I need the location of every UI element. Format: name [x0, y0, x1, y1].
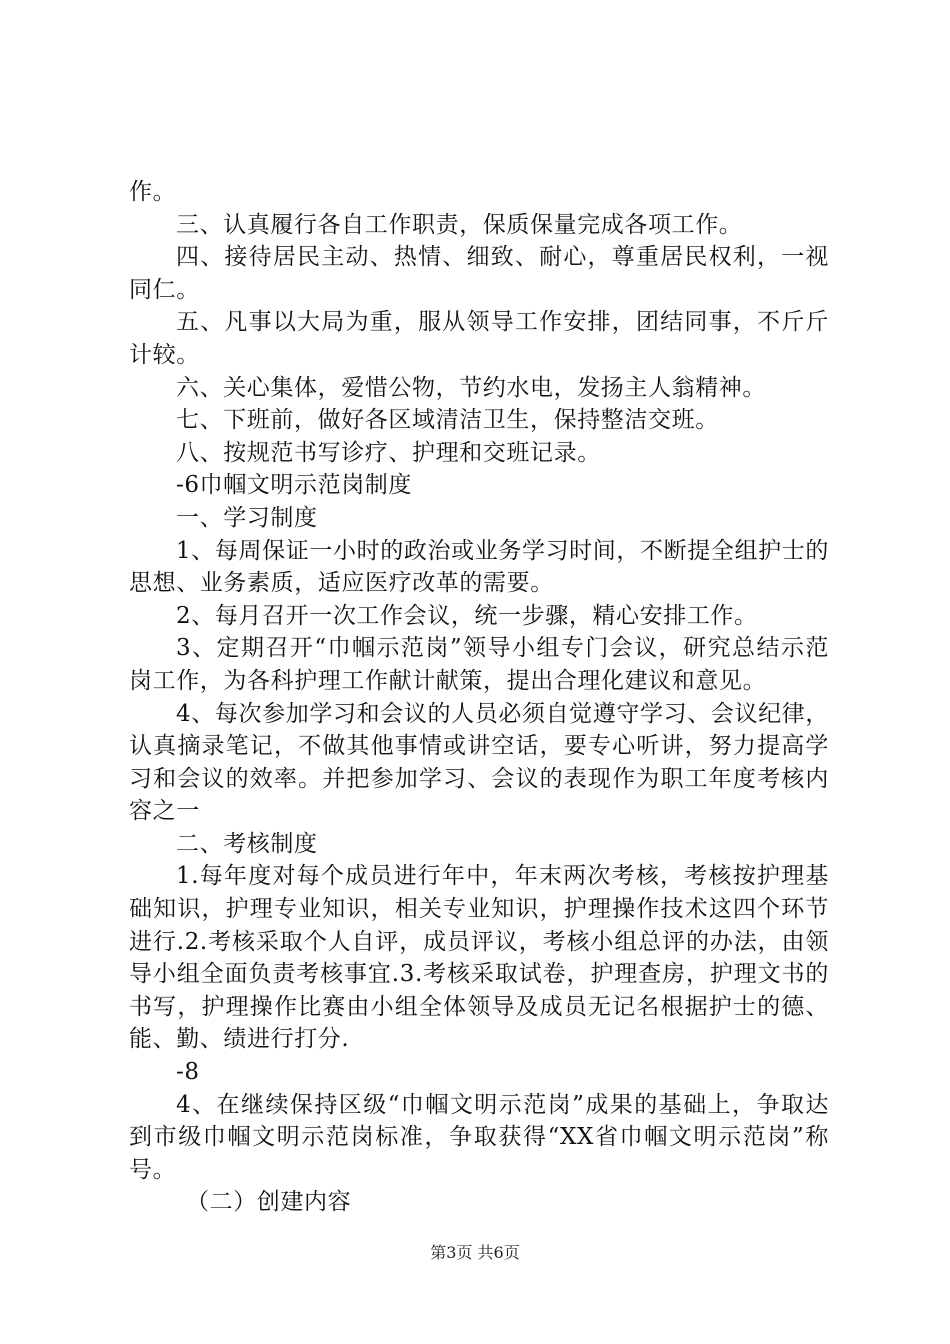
paragraph-item-8: 八、按规范书写诊疗、护理和交班记录。	[176, 439, 601, 466]
page-footer: 第3页 共6页	[430, 1243, 520, 1262]
paragraph-item-4: 四、接待居民主动、热情、细致、耐心，尊重居民权利，一视同仁。	[129, 244, 829, 303]
paragraph-study-1: 1、每周保证一小时的政治或业务学习时间，不断提全组护士的思想、业务素质，适应医疗改革的需要。	[129, 537, 829, 597]
paragraph-continuation: 作。	[129, 179, 177, 205]
paragraph-item-3: 三、认真履行各自工作职责，保质保量完成各项工作。	[176, 211, 743, 238]
paragraph-study-4: 4、每次参加学习和会议的人员必须自觉遵守学习、会议纪律，认真摘录笔记，不做其他事情或讲空话，要专心听讲，努力提高学习和会议的效率。并把参加学习、会议的表现作为职工年度考核内容之一	[129, 700, 829, 825]
section-heading-system: -6巾帼文明示范岗制度	[176, 472, 413, 499]
section-heading-assessment: 二、考核制度	[176, 830, 318, 857]
section-heading-study: 一、学习制度	[176, 504, 318, 531]
section-heading-content: （二）创建内容	[186, 1189, 352, 1216]
paragraph-item-7: 七、下班前，做好各区域清洁卫生，保持整洁交班。	[176, 407, 719, 434]
paragraph-study-2: 2、每月召开一次工作会议，统一步骤，精心安排工作。	[176, 602, 758, 629]
paragraph-goal-4: 4、在继续保持区级“巾帼文明示范岗”成果的基础上，争取达到市级巾帼文明示范岗标准，争取获得“XX省巾帼文明示范岗”称号。	[129, 1091, 829, 1183]
paragraph-item-6: 六、关心集体，爱惜公物，节约水电，发扬主人翁精神。	[176, 374, 766, 401]
paragraph-assessment: 1.每年度对每个成员进行年中，年末两次考核，考核按护理基础知识，护理专业知识，相关专业知识，护理操作技术这四个环节进行.2.考核采取个人自评，成员评议，考核小组总评的办法，由领导小组全面负责考核事宜.3.考核采取试卷，护理查房，护理文书的书写，护理操作比赛由小组全体领导及成员无记名根据护士的德、能、勤、绩进行打分.	[129, 863, 829, 1053]
paragraph-item-5: 五、凡事以大局为重，服从领导工作安排，团结同事，不斤斤计较。	[129, 309, 829, 368]
paragraph-study-3: 3、定期召开“巾帼示范岗”领导小组专门会议，研究总结示范岗工作，为各科护理工作献计献策，提出合理化建议和意见。	[129, 635, 829, 694]
page-marker: -8	[176, 1059, 200, 1086]
document-body	[129, 176, 829, 1219]
